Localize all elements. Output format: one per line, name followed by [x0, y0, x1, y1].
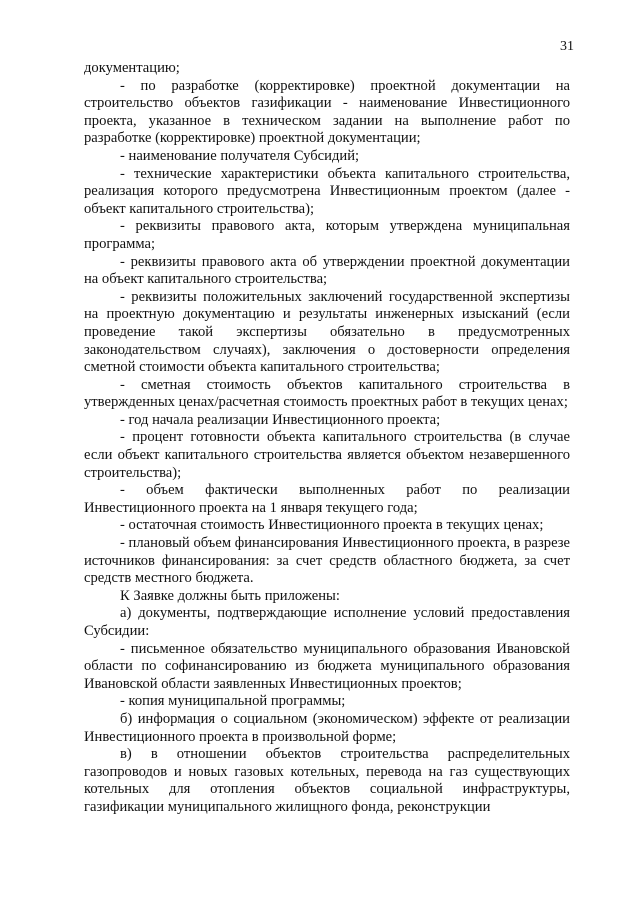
paragraph: - реквизиты положительных заключений государственной экспертизы на проектную документацию и результаты инженерных изысканий (если проведение такой экспертизы обязательно в предусмотренных законодательством случаях), заключения о достоверности определения сметной стоимости объекта капитального строительства; — [84, 288, 570, 376]
paragraph: - реквизиты правового акта, которым утверждена муниципальная программа; — [84, 218, 570, 252]
paragraph: - наименование получателя Субсидий; — [120, 147, 360, 164]
paragraph: - технические характеристики объекта капитального строительства, реализация которого предусмотрена Инвестиционным проектом (далее - объект капитального строительства); — [84, 165, 570, 217]
paragraph: - копия муниципальной программы; — [120, 693, 346, 710]
page-number: 31 — [560, 39, 574, 54]
paragraph: - год начала реализации Инвестиционного проекта; — [120, 411, 441, 428]
paragraph: - объем фактически выполненных работ по реализации Инвестиционного проекта на 1 января текущего года; — [84, 482, 570, 516]
paragraph: документацию; — [84, 60, 180, 76]
paragraph: - по разработке (корректировке) проектной документации на строительство объектов газификации - наименование Инвестиционного проекта, указанное в техническом задании на выполнение работ по разработке (корректировке) проектной документации; — [84, 77, 570, 147]
paragraph: б) информация о социальном (экономическом) эффекте от реализации Инвестиционного проекта в произвольной форме; — [84, 710, 570, 745]
paragraph: в) в отношении объектов строительства распределительных газопроводов и новых газовых котельных, перевода на газ существующих котельных для отопления объектов социальной инфраструктуры, газификации муниципального жилищного фонда, реконструкции — [84, 746, 570, 815]
paragraph: - плановый объем финансирования Инвестиционного проекта, в разрезе источников финансирования: за счет средств областного бюджета, за счет средств местного бюджета. — [84, 535, 570, 587]
paragraph: - остаточная стоимость Инвестиционного проекта в текущих ценах; — [120, 517, 544, 534]
paragraph: а) документы, подтверждающие исполнение условий предоставления Субсидии: — [84, 605, 570, 639]
paragraph: - сметная стоимость объектов капитального строительства в утвержденных ценах/расчетная стоимость проектных работ в текущих ценах; — [84, 376, 570, 411]
paragraph: К Заявке должны быть приложены: — [120, 587, 340, 604]
paragraph: - реквизиты правового акта об утверждении проектной документации на объект капитального строительства; — [84, 253, 570, 288]
paragraph: - письменное обязательство муниципального образования Ивановской области по софинансированию из бюджета муниципального образования Ивановской области заявленных Инвестиционных проектов; — [84, 640, 570, 692]
paragraph: - процент готовности объекта капитального строительства (в случае если объект капитального строительства является объектом незавершенного строительства); — [84, 429, 570, 481]
document-body — [84, 60, 570, 817]
